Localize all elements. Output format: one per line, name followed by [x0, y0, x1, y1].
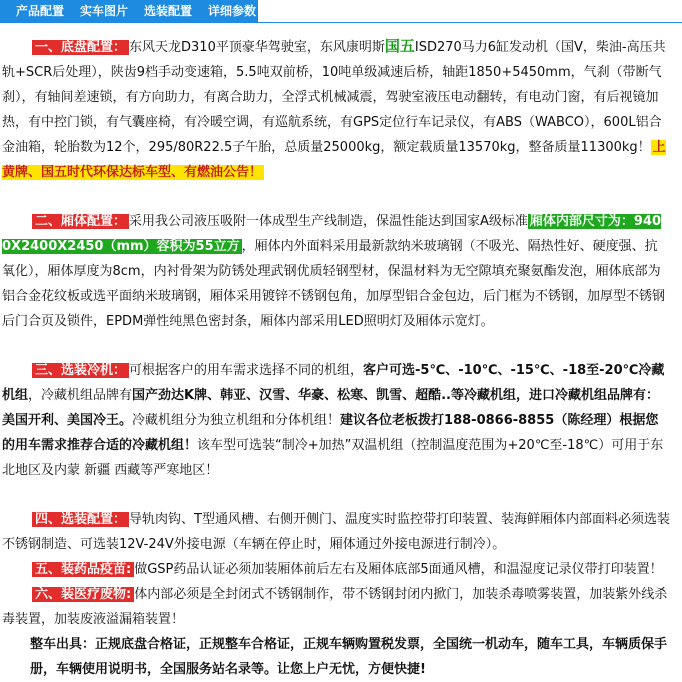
refrig-bold-2: 国产劲达K牌、韩亚、汉雪、华豪、松寒、凯雪、超酷..等冷藏机组，进口冷藏机组品牌有：美国开利、美国冷王。 — [2, 388, 659, 428]
tab-optional-config[interactable]: 选装配置 — [144, 4, 193, 18]
spacer — [0, 483, 670, 507]
tab-product-config[interactable]: 产品配置 — [16, 4, 65, 18]
refrig-phone-recommendation: 建议各位老板拨打188-0866-8855（陈经理）根据您的用车需求推荐合适的冷藏机组！ — [2, 413, 659, 453]
spacer — [0, 185, 670, 209]
options-text: 导轨肉钩、T型通风槽、右侧开侧门、温度实时监控带打印装置、装海鲜厢体内部面料必须选装不锈钢制造、可选装12V-24V外接电源（车辆在停止时，厢体通过外接电源进行制冷）。 — [2, 512, 670, 552]
section-medicine — [0, 557, 670, 582]
tab-group — [0, 0, 258, 23]
section-options — [0, 507, 670, 557]
section-chassis — [0, 34, 670, 185]
refrig-bold-1: 客户可选-5℃、-10℃、-15℃、-18至-20℃冷藏机组 — [2, 363, 665, 403]
chassis-text-1: 东风天龙D310平顶豪华驾驶室，东风康明斯 — [129, 40, 385, 55]
refrig-text-2: ，冷藏机组品牌有 — [28, 388, 133, 403]
section-heading-refrigeration: 三、选装冷机： — [32, 363, 129, 378]
guowu-label: 国五 — [384, 37, 415, 55]
spacer — [0, 334, 670, 358]
tab-real-photos[interactable]: 实车图片 — [80, 4, 129, 18]
refrig-text-3: 冷藏机组分为独立机组和分体机组！ — [132, 413, 341, 428]
delivery-documents-notice: 整车出具：正规底盘合格证，正规整车合格证，正规车辆购置税发票，全国统一机动车，随车工具，车辆质保手册，车辆使用说明书，全国服务站名录等。让您上户无忧，方便快捷! — [30, 637, 668, 677]
medicine-text: 做GSP药品认证必须加装厢体前后左右及厢体底部5面通风槽，和温湿度记录仪带打印装置！ — [134, 562, 663, 577]
section-heading-chassis: 一、底盘配置： — [32, 40, 129, 55]
medical-waste-text: 体内部必须是全封闭式不锈钢制作，带不锈钢封闭内掀门，加装杀毒喷雾装置，加装紫外线杀毒装置，加装废液溢漏箱装置！ — [2, 587, 668, 627]
product-description — [0, 34, 670, 682]
chassis-text-2: ISD270马力6缸发动机（国Ⅴ，柴油-高压共轨+SCR后处理），陕齿9档手动变速箱，5.5吨双前桥，10吨单级减速后桥，轴距1850+5450mm，气刹（带断气刹），有轴间差速锁，有方向助力，有离合助力，全浮式机械减震，驾驶室液压电动翻转，有电动门窗，有后视镜加热，有中控门锁，有气囊座椅，有冷暖空调，有巡航系统，有GPS定位行车记录仪，有ABS（WABCO），600L铝合金油箱，轮胎数为12个，295/80R22.5子午胎，总质量25000kg，额定载质量13570kg，整备质量11300kg！ — [2, 40, 666, 155]
refrig-text-1: 可根据客户的用车需求选择不同的机组， — [129, 363, 364, 378]
section-heading-body: 二、厢体配置： — [32, 214, 129, 229]
chassis-highlight: 上黄牌、国五时代环保达标车型、有燃油公告！ — [2, 140, 666, 180]
tab-detailed-params[interactable]: 详细参数 — [208, 4, 257, 18]
section-refrigeration — [0, 358, 670, 483]
section-body — [0, 209, 670, 334]
section-heading-medicine: 五、装药品疫苗: — [32, 562, 134, 577]
body-dimension-highlight: 厢体内部尺寸为：9400X2400X2450（mm）容积为55立方 — [2, 214, 662, 254]
section-heading-medical-waste: 六、装医疗废物: — [32, 587, 134, 602]
section-heading-options: 四、选装配置： — [32, 512, 129, 527]
tab-bar — [0, 0, 682, 23]
tab-bar-underline — [258, 0, 682, 23]
refrig-text-4: 该车型可选装“制冷+加热”双温机组（控制温度范围为+20℃至-18℃）可用于东北地区及内蒙 新疆 西藏等严寒地区！ — [2, 438, 664, 478]
body-text-2: ，厢体内外面料采用最新款纳米玻璃钢（不吸光、隔热性好、硬度强、抗氧化），厢体厚度为8cm，内衬骨架为防锈处理武钢优质轻钢型材，保温材料为无空隙填充聚氨酯发泡，厢体底部为铝合金花纹板或选平面纳米玻璃钢，厢体采用镀锌不锈钢包角，加厚型铝合金包边，后门框为不锈钢，加厚型不锈钢后门合页及锁件，EPDM弹性纯黑色密封条，厢体内部采用LED照明灯及厢体示宽灯。 — [2, 239, 666, 329]
section-medical-waste — [0, 582, 670, 632]
body-text-1: 采用我公司液压吸附一体成型生产线制造，保温性能达到国家A级标准 — [129, 214, 528, 229]
